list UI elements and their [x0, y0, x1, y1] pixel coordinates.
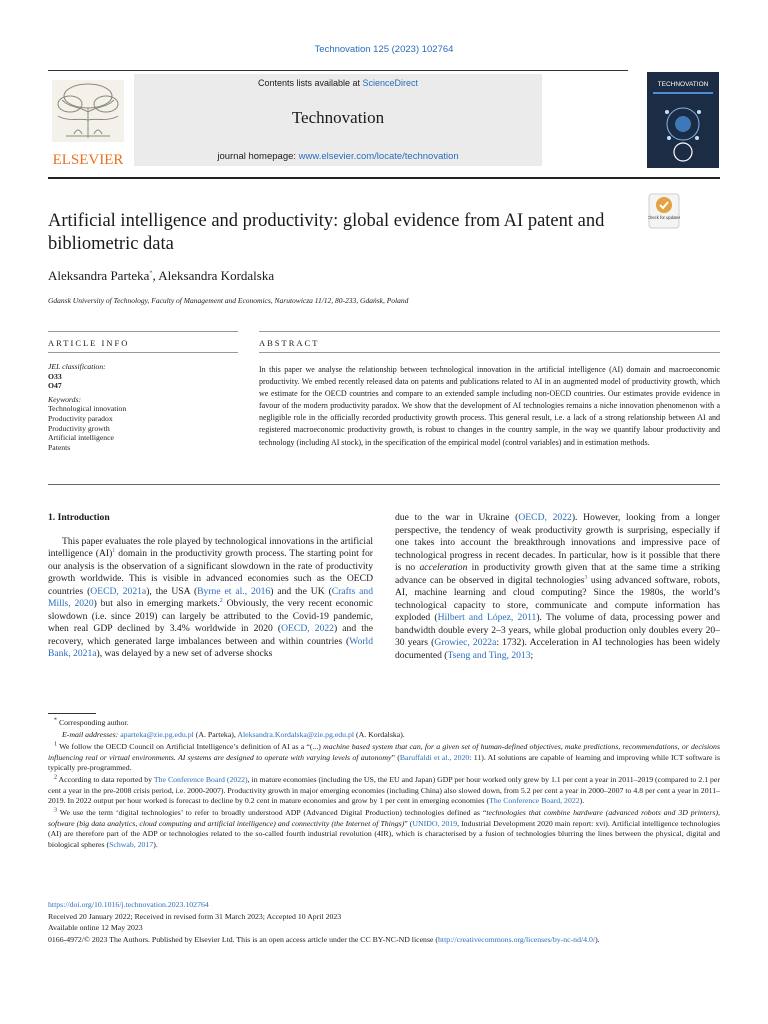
citation-link[interactable]: UNIDO, 2019: [412, 818, 458, 828]
citation-link[interactable]: The Conference Board, 2022: [489, 796, 580, 806]
citation-link[interactable]: OECD, 2022: [518, 512, 572, 523]
keyword: Patents: [48, 442, 71, 452]
footnote-2: $^2$ According to data reported by The Conference Board (2022), in mature economies (including the US, the EU and Japan) GDP per hour worked only grew by 1.1 per cent a year in 2011–2019 (compared to 2.1 per cent a year in the pre-2008 crisis period, i.e. 2000-2007). Productivity growth in major emerging economies (including China) also slowed down, from 5.2 per cent a year in 2000–2007 to 4.8 per cent a year in 2011–2019. In 2022 output per hour worked is forecast to decline by 0.2 cent in mature economies and grow by 1 per cent in emerging economies (The Conference Board, 2022).: [48, 774, 720, 806]
keyword: Artificial intelligence: [48, 433, 114, 443]
article-info-panel: [48, 362, 238, 452]
footnote-1: $^1$ We follow the OECD Council on Artificial Intelligence’s definition of AI as a “(...) machine based system that can, for a given set of human-defined objectives, make predictions, recommendations, or decisions influencing real or virtual environments. AI systems are designed to operate with varying levels of autonomy” (Baruffaldi et al., 2020: 11). AI solutions are capable of learning and improving while ICT software is typically pre-programmed.: [48, 741, 720, 773]
body-right-column: [395, 512, 720, 663]
homepage-prefix: journal homepage:: [217, 151, 299, 162]
footnote-3: $^3$ We use the term ‘digital technologies’ to refer to broadly understood ADP (Advanced Digital Production) technologies defined as “technologies that combine hardware (advanced robots and 3D printers), software (big data analytics, cloud computing and artificial intelligence) and connectivity (the Internet of Things)” (UNIDO, 2019, Industrial Development 2020 main report: xvi). Artificial intelligence technologies (AI) are therefore part of the ADP or technologies related to the so-called fourth industrial revolution (4IR), which is characterised by a fusion of technologies blurring the lines between the physical, digital and biological spheres (Schwab, 2017).: [48, 807, 721, 850]
footnote-ref-1[interactable]: 1: [112, 547, 116, 554]
elsevier-wordmark: ELSEVIER: [52, 152, 124, 168]
footnote-ref-3[interactable]: 3: [584, 574, 588, 581]
journal-homepage: [134, 151, 542, 162]
article-title: Artificial intelligence and productivity: global evidence from AI patent and bibliometric data: [48, 211, 605, 254]
author-2[interactable]: Aleksandra Kordalska: [158, 268, 275, 283]
footnotes: [48, 718, 720, 852]
citation-link[interactable]: Byrne et al., 2016: [197, 585, 271, 597]
homepage-link[interactable]: www.elsevier.com/locate/technovation: [298, 151, 459, 162]
article-info-rule-bottom: [48, 352, 238, 353]
contents-prefix: Contents lists available at: [257, 78, 363, 88]
header-bottom-rule: [48, 177, 720, 179]
elsevier-logo: [48, 78, 128, 168]
abstract-text: In this paper we analyse the relationship between technological innovation in the artificial intelligence (AI) domain and macroeconomic productivity. We embed recently released data on patents and publications related to AI in an augmented model of productivity growth, which we estimate for the OECD countries and compare to an extended sample including non-OECD countries. Our estimates provide evidence in favour of the modern productivity paradox. We show that the development of AI technologies remains a niche innovation phenomenon with a negligible role in the officially recorded productivity growth process. This general result, i.e. a lack of a strong relationship between AI and registered macroeconomic productivity growth, is robust to changes in the country sample, in the way we quantify labour productivity and technology (including AI stock), in the specification of the empirical model (control variables) and in estimation methods.: [259, 365, 720, 447]
citation-link[interactable]: OECD, 2022: [281, 623, 334, 635]
jel-code: O47: [48, 381, 62, 391]
intro-paragraph: This paper evaluates the role played by technological innovations in the artificial intelligence (AI)$^1$ domain in the productivity growth process. The starting point for our analysis is the observation of a significant slowdown in the rate of productivity growth worldwide. This is visible in advanced economies such as the OECD countries (OECD, 2021a), the USA (Byrne et al., 2016) and the UK (Crafts and Mills, 2020) but also in emerging markets.$^2$ Obviously, the very recent economic slowdown (i.e. since 2019) can largely be attributed to the Covid-19 pandemic, when real GDP declined by 3.4% worldwide in 2020 (OECD, 2022) and the recovery, which generated large imbalances between and within countries (World Bank, 2021a), was delayed by a new set of adverse shocks: [48, 535, 374, 660]
received-dates: Received 20 January 2022; Received in revised form 31 March 2023; Accepted 10 April 2023: [48, 911, 342, 921]
affiliation: Gdansk University of Technology, Faculty of Management and Economics, Narutowicza 11/12, 80-233, Gdańsk, Poland: [48, 296, 409, 305]
citation-link[interactable]: World Bank, 2021a: [48, 635, 373, 660]
keyword: Technological innovation: [48, 404, 127, 414]
article-info-heading: ARTICLE INFO: [48, 338, 130, 348]
doi-link[interactable]: https://doi.org/10.1016/j.technovation.2023.102764: [48, 900, 209, 909]
keyword: Productivity growth: [48, 423, 110, 433]
citation-link[interactable]: Growiec, 2022a: [434, 637, 497, 649]
body-left-column: [48, 512, 373, 661]
contents-line: [134, 78, 542, 88]
cover-title: TECHNOVATION: [657, 81, 709, 88]
email-link[interactable]: Aleksandra.Kordalska@zie.pg.edu.pl: [237, 730, 355, 740]
check-updates-label: Check for updates: [648, 215, 680, 220]
jel-label: JEL classification:: [48, 362, 106, 371]
journal-name: Technovation: [291, 108, 385, 127]
author-separator: ,: [152, 268, 159, 283]
section-heading-introduction: 1. Introduction: [48, 512, 110, 523]
abstract-heading: ABSTRACT: [259, 338, 320, 348]
header-rule: [48, 70, 628, 71]
footnote-emails: E-mail addresses: aparteka@zie.pg.edu.pl (A. Parteka), Aleksandra.Kordalska@zie.pg.edu.pl (A. Kordalska).: [62, 730, 405, 740]
corresponding-mark[interactable]: *: [149, 270, 153, 277]
author-1[interactable]: Aleksandra Parteka: [48, 268, 150, 283]
available-online: Available online 12 May 2023: [48, 923, 143, 933]
email-link[interactable]: aparteka@zie.pg.edu.pl: [120, 730, 194, 740]
footnote-ref-2[interactable]: 2: [219, 598, 223, 605]
article-metadata: [48, 899, 720, 945]
footnote-corresponding: * Corresponding author.: [54, 717, 129, 727]
body-rule: [48, 484, 720, 485]
article-info-rule-top: [48, 331, 238, 332]
license-link[interactable]: http://creativecommons.org/licenses/by-nc-nd/4.0/: [438, 934, 596, 944]
footnote-rule: [48, 713, 96, 714]
journal-cover-image[interactable]: [647, 72, 719, 168]
intro-paragraph-continued: due to the war in Ukraine (OECD, 2022). However, looking from a longer perspective, the tendency of weak productivity growth is surprising, especially if one takes into account the breakthrough innovations and impressive pace of technological progress in recent decades. In particular, how is it possible that there is no acceleration in productivity growth given that at the same time a striking advance can be observed in digital technologies$^3$ using advanced software, robots, AI, machine learning and cloud computing? Since the 1980s, the world’s technological capacity to store, communicate and compute information has exploded (Hilbert and López, 2011). The volume of data, processing power and bandwidth double every 2–3 years, while global production only doubles every 20–30 years (Growiec, 2022a: 1732). Acceleration in AI technologies has been widely documented (Tseng and Ting, 2013;: [395, 512, 721, 662]
abstract-rule-top: [259, 331, 720, 332]
author-list: [48, 268, 274, 284]
citation-link[interactable]: Schwab, 2017: [109, 840, 154, 850]
citation-link[interactable]: The Conference Board (2022): [153, 775, 248, 785]
journal-citation[interactable]: Technovation 125 (2023) 102764: [314, 44, 454, 55]
keyword: Productivity paradox: [48, 413, 113, 423]
check-for-updates-badge[interactable]: [648, 193, 680, 229]
citation-link[interactable]: Baruffaldi et al., 2020: [399, 752, 470, 762]
keywords-label: Keywords:: [48, 394, 82, 404]
sciencedirect-link[interactable]: ScienceDirect: [362, 78, 419, 88]
citation-link[interactable]: Crafts and Mills, 2020: [48, 585, 374, 610]
abstract-rule-bottom: [259, 352, 720, 353]
citation-link[interactable]: Hilbert and López, 2011: [437, 612, 537, 624]
citation-link[interactable]: OECD, 2021a: [90, 585, 147, 597]
jel-code: O33: [48, 371, 62, 381]
license-statement: 0166-4972/© 2023 The Authors. Published by Elsevier Ltd. This is an open access article under the CC BY-NC-ND license (http://creativecommons.org/licenses/by-nc-nd/4.0/).: [48, 934, 600, 944]
citation-link[interactable]: Tseng and Ting, 2013: [447, 650, 531, 662]
